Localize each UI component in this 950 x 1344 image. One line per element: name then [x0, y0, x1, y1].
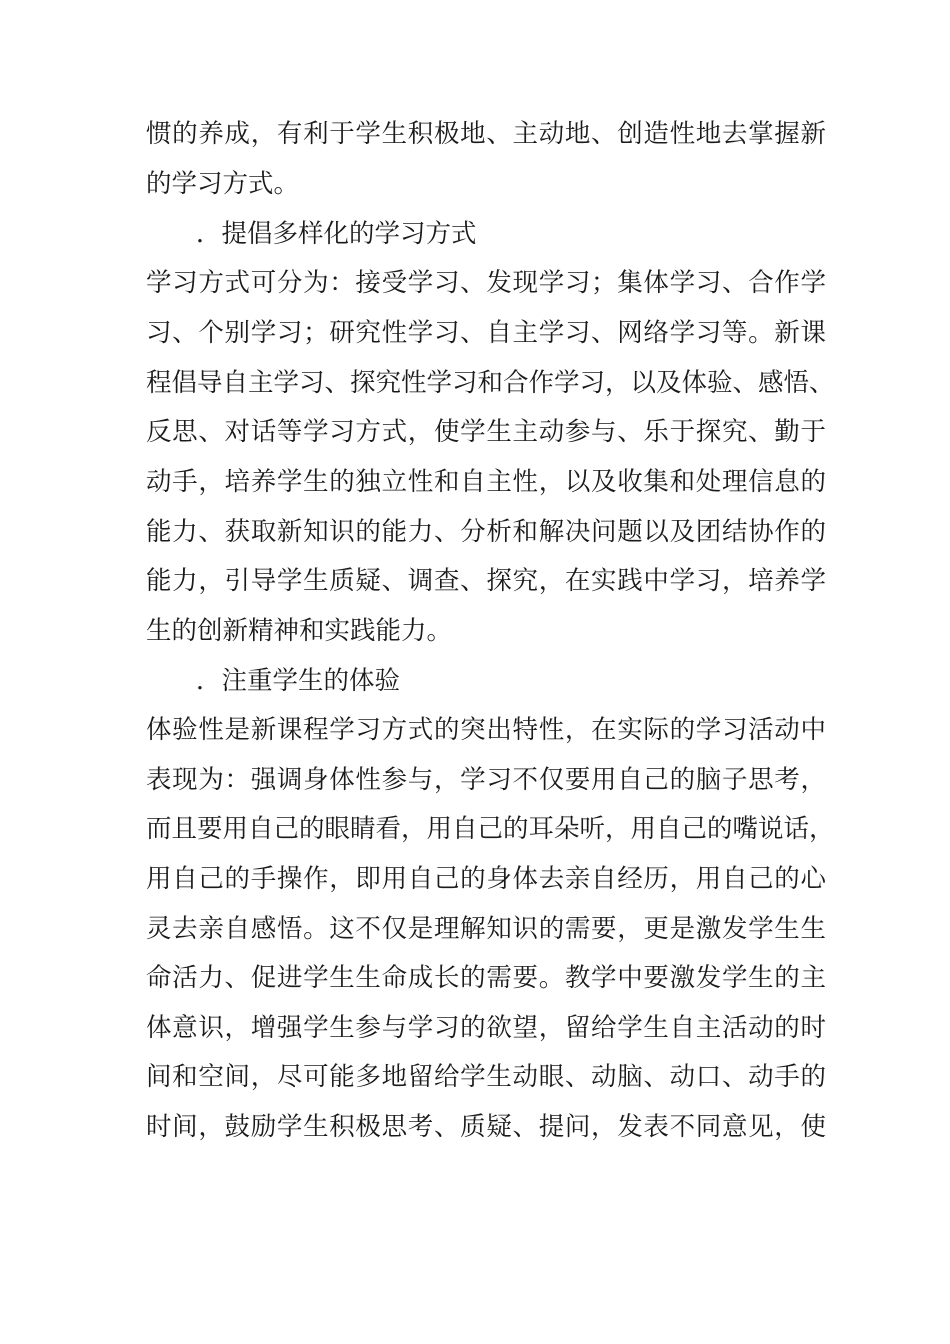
text-line: 时间，鼓励学生积极思考、质疑、提问，发表不同意见，使 [146, 1112, 826, 1142]
text-line: 能力、获取新知识的能力、分析和解决问题以及团结协作的 [146, 517, 826, 547]
text-line: 动手，培养学生的独立性和自主性，以及收集和处理信息的 [146, 467, 826, 497]
text-line: 命活力、促进学生生命成长的需要。教学中要激发学生的主 [146, 963, 826, 993]
text-line: 反思、对话等学习方式，使学生主动参与、乐于探究、勤于 [146, 417, 826, 447]
text-line: 体验性是新课程学习方式的突出特性，在实际的学习活动中 [146, 715, 826, 745]
text-line: 能力，引导学生质疑、调查、探究，在实践中学习，培养学 [146, 566, 826, 596]
text-line: 生的创新精神和实践能力。 [146, 616, 453, 646]
text-line: 而且要用自己的眼睛看，用自己的耳朵听，用自己的嘴说话， [146, 814, 835, 844]
section-heading: ．注重学生的体验 [196, 666, 401, 696]
text-line: 表现为：强调身体性参与，学习不仅要用自己的脑子思考， [146, 765, 826, 795]
section-heading: ．提倡多样化的学习方式 [196, 219, 477, 249]
text-line: 用自己的手操作，即用自己的身体去亲自经历，用自己的心 [146, 864, 826, 894]
text-line: 程倡导自主学习、探究性学习和合作学习，以及体验、感悟、 [146, 368, 835, 398]
text-line: 学习方式可分为：接受学习、发现学习；集体学习、合作学 [146, 268, 826, 298]
text-line: 体意识，增强学生参与学习的欲望，留给学生自主活动的时 [146, 1013, 826, 1043]
text-line: 习、个别学习；研究性学习、自主学习、网络学习等。新课 [146, 318, 826, 348]
text-line: 惯的养成，有利于学生积极地、主动地、创造性地去掌握新 [146, 119, 826, 149]
text-line: 间和空间，尽可能多地留给学生动眼、动脑、动口、动手的 [146, 1062, 826, 1092]
text-line: 灵去亲自感悟。这不仅是理解知识的需要，更是激发学生生 [146, 914, 826, 944]
text-line: 的学习方式。 [146, 169, 300, 199]
